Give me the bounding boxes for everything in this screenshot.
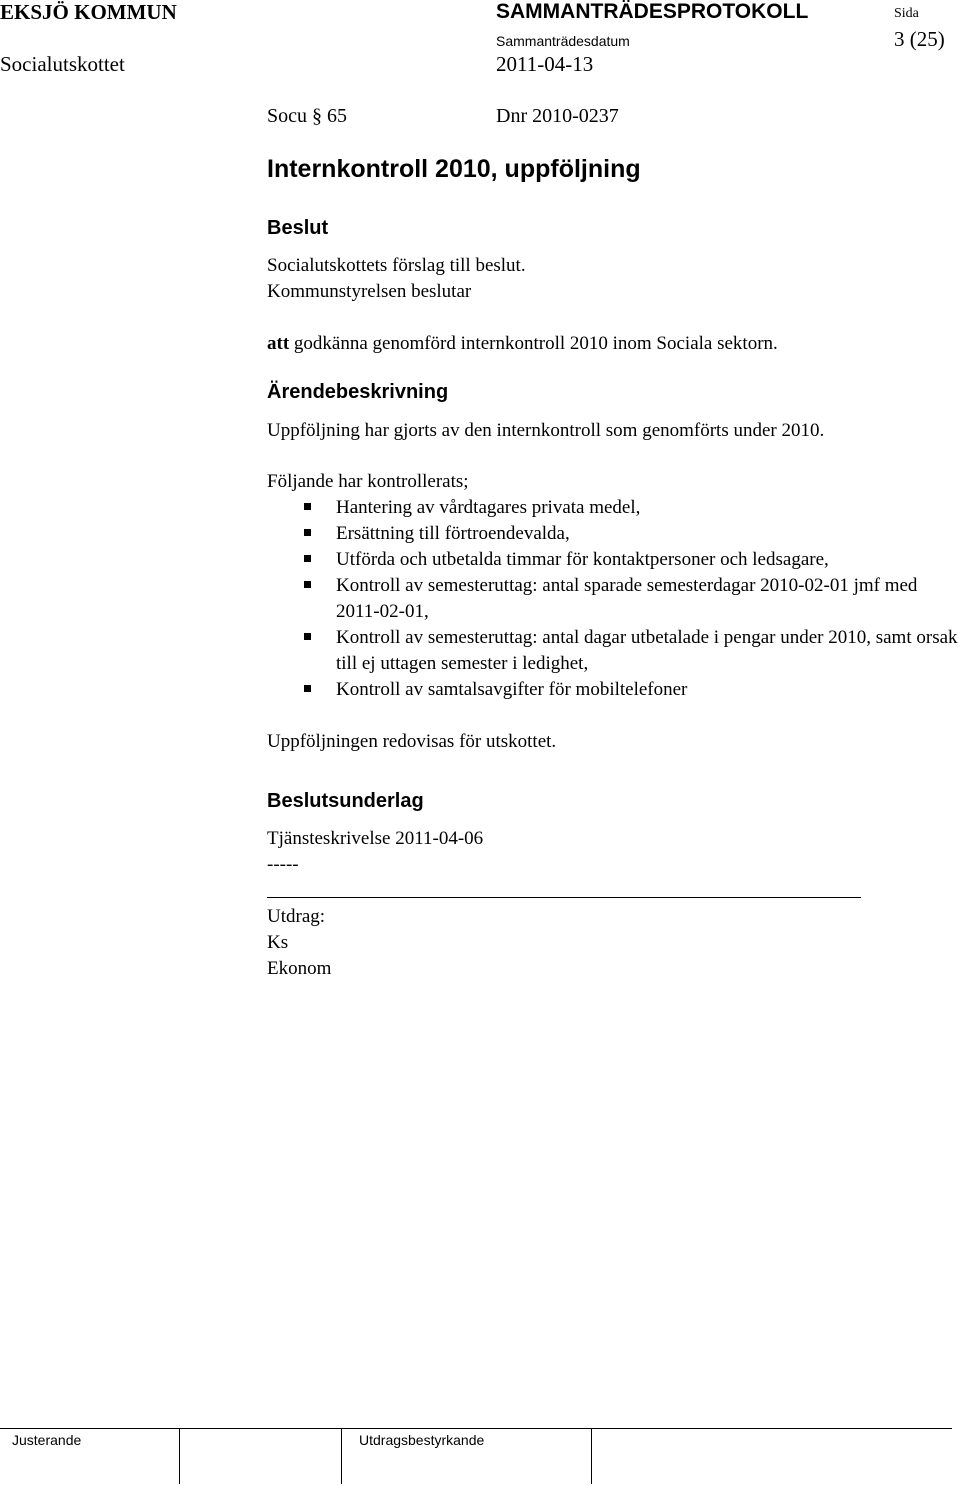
checked-items-list <box>300 495 960 703</box>
department: Socialutskottet <box>0 52 125 76</box>
list-item: Utförda och utbetalda timmar för kontaktpersoner och ledsagare, <box>300 547 960 573</box>
footer-divider <box>341 1428 342 1484</box>
date-label: Sammanträdesdatum <box>496 33 630 49</box>
bullet-icon <box>304 529 311 536</box>
decision-line-1: Socialutskottets förslag till beslut. <box>267 255 526 276</box>
page-number: 3 (25) <box>894 27 945 51</box>
decision-att-line <box>267 331 778 357</box>
bullet-icon <box>304 503 311 510</box>
description-heading: Ärendebeskrivning <box>267 381 449 403</box>
bullet-icon <box>304 555 311 562</box>
list-item: Ersättning till förtroendevalda, <box>300 521 960 547</box>
list-item: Kontroll av semesteruttag: antal sparade semesterdagar 2010-02-01 jmf med 2011-02-01, <box>300 573 960 625</box>
bullet-icon <box>304 633 311 640</box>
meeting-date: 2011-04-13 <box>496 52 594 76</box>
decision-line-2: Kommunstyrelsen beslutar <box>267 281 472 302</box>
footer-justerande: Justerande <box>12 1432 82 1448</box>
bullet-icon <box>304 581 311 588</box>
decision-heading: Beslut <box>267 217 329 239</box>
list-item: Kontroll av samtalsavgifter för mobiltelefoner <box>300 677 960 703</box>
bullet-icon <box>304 685 311 692</box>
footer-divider <box>179 1428 180 1484</box>
org-name: EKSJÖ KOMMUN <box>0 0 177 24</box>
description-text: Uppföljning har gjorts av den internkontroll som genomförts under 2010. <box>267 420 825 441</box>
att-word: att <box>267 333 290 354</box>
closing-text: Uppföljningen redovisas för utskottet. <box>267 731 557 752</box>
footer-divider <box>591 1428 592 1484</box>
extract-label: Utdrag: <box>267 906 326 927</box>
extract-recipient: Ks <box>267 932 289 953</box>
basis-dashes: ----- <box>267 854 299 875</box>
extract-recipient: Ekonom <box>267 958 332 979</box>
list-item: Kontroll av semesteruttag: antal dagar utbetalade i pengar under 2010, samt orsak till ej uttagen semester i ledighet, <box>300 625 960 677</box>
att-text: godkänna genomförd internkontroll 2010 inom Sociala sektorn. <box>289 333 778 354</box>
registration-number: Dnr 2010-0237 <box>496 105 619 127</box>
page-label: Sida <box>894 6 919 21</box>
footer-utdragsbestyrkande: Utdragsbestyrkande <box>359 1432 485 1448</box>
checked-intro: Följande har kontrollerats; <box>267 471 469 492</box>
footer-rule <box>0 1428 952 1429</box>
document-type: SAMMANTRÄDESPROTOKOLL <box>496 0 809 23</box>
basis-document: Tjänsteskrivelse 2011-04-06 <box>267 828 484 849</box>
page-title: Internkontroll 2010, uppföljning <box>267 155 641 183</box>
basis-heading: Beslutsunderlag <box>267 790 424 812</box>
separator-line <box>267 897 861 898</box>
section-number: Socu § 65 <box>267 105 347 127</box>
list-item: Hantering av vårdtagares privata medel, <box>300 495 960 521</box>
